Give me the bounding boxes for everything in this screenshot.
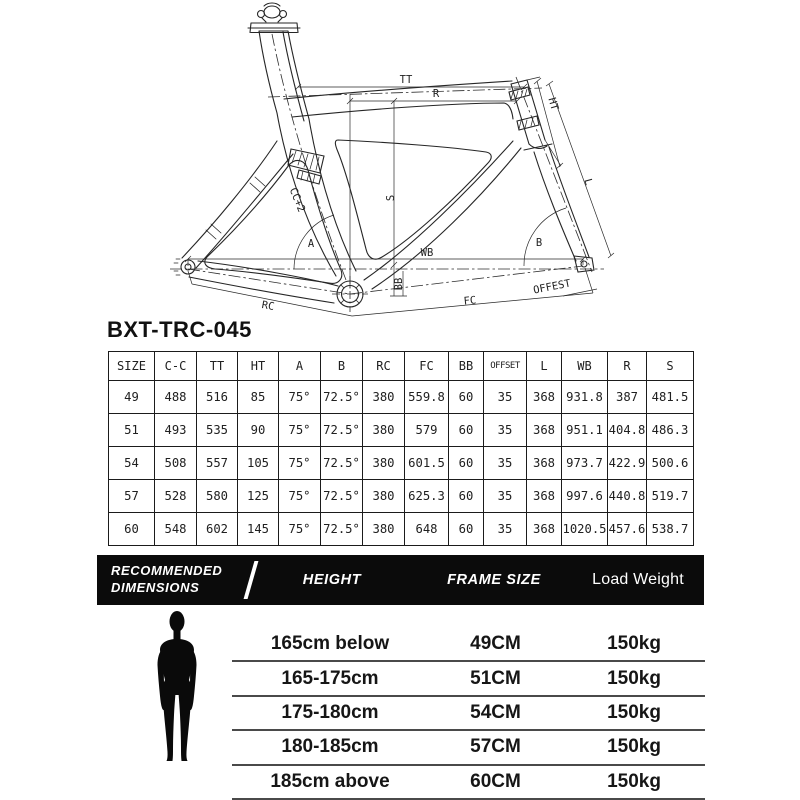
slash-divider <box>244 561 259 599</box>
recommendation-frame: 60CM <box>470 770 521 792</box>
column-header-height: HEIGHT <box>302 572 362 588</box>
spec-cell: 35 <box>484 513 527 546</box>
spec-cell: 72.5° <box>321 381 363 414</box>
recommendation-height: 175-180cm <box>281 701 379 723</box>
spec-header-cell: SIZE <box>109 352 155 381</box>
spec-header-cell: OFFSET <box>484 352 527 381</box>
spec-cell: 625.3 <box>405 480 449 513</box>
spec-cell: 60 <box>449 513 484 546</box>
band-title-line1: RECOMMENDED <box>111 563 223 578</box>
spec-cell: 125 <box>238 480 279 513</box>
frame-geometry-diagram <box>0 0 800 352</box>
label-s: S <box>385 194 397 202</box>
spec-header-cell: C-C <box>155 352 197 381</box>
recommendation-height: 185cm above <box>270 770 390 792</box>
column-header-frame-size: FRAME SIZE <box>447 572 541 588</box>
spec-cell: 72.5° <box>321 480 363 513</box>
spec-header-cell: TT <box>197 352 238 381</box>
recommendation-load: 150kg <box>607 736 661 758</box>
spec-cell: 75° <box>279 414 321 447</box>
recommendation-frame: 49CM <box>470 633 521 655</box>
label-offset: OFFEST <box>532 277 572 297</box>
label-r: R <box>432 88 440 100</box>
spec-header-cell: L <box>527 352 562 381</box>
spec-cell: 1020.5 <box>562 513 608 546</box>
spec-cell: 508 <box>155 447 197 480</box>
recommendation-height: 165cm below <box>270 633 390 655</box>
band-title-line2: DIMENSIONS <box>111 580 200 595</box>
label-angle-b: B <box>535 237 543 249</box>
spec-cell: 57 <box>109 480 155 513</box>
spec-cell: 60 <box>109 513 155 546</box>
spec-cell: 75° <box>279 447 321 480</box>
recommended-band <box>97 555 704 605</box>
recommendation-load: 150kg <box>607 770 661 792</box>
spec-cell: 35 <box>484 414 527 447</box>
spec-cell: 422.9 <box>608 447 647 480</box>
spec-cell: 601.5 <box>405 447 449 480</box>
spec-cell: 380 <box>363 480 405 513</box>
spec-cell: 75° <box>279 381 321 414</box>
spec-cell: 457.6 <box>608 513 647 546</box>
spec-cell: 516 <box>197 381 238 414</box>
recommendation-load: 150kg <box>607 633 661 655</box>
spec-cell: 493 <box>155 414 197 447</box>
recommendation-list <box>232 628 705 800</box>
recommendation-frame: 57CM <box>470 736 521 758</box>
spec-cell: 580 <box>197 480 238 513</box>
label-bb: BB <box>393 277 405 291</box>
spec-cell: 486.3 <box>647 414 694 447</box>
spec-cell: 500.6 <box>647 447 694 480</box>
spec-cell: 602 <box>197 513 238 546</box>
spec-cell: 559.8 <box>405 381 449 414</box>
spec-cell: 75° <box>279 513 321 546</box>
spec-header-cell: RC <box>363 352 405 381</box>
spec-header-cell: R <box>608 352 647 381</box>
spec-header-cell: B <box>321 352 363 381</box>
recommendation-height: 165-175cm <box>281 667 379 689</box>
spec-cell: 90 <box>238 414 279 447</box>
spec-cell: 54 <box>109 447 155 480</box>
spec-cell: 72.5° <box>321 414 363 447</box>
spec-cell: 60 <box>449 447 484 480</box>
spec-cell: 528 <box>155 480 197 513</box>
spec-table-row <box>109 381 694 414</box>
label-angle-a: A <box>307 238 315 250</box>
spec-cell: 368 <box>527 414 562 447</box>
spec-table-row <box>109 447 694 480</box>
spec-cell: 931.8 <box>562 381 608 414</box>
spec-cell: 380 <box>363 447 405 480</box>
spec-cell: 368 <box>527 447 562 480</box>
spec-cell: 997.6 <box>562 480 608 513</box>
spec-cell: 404.8 <box>608 414 647 447</box>
spec-cell: 488 <box>155 381 197 414</box>
column-header-load-weight: Load Weight <box>592 571 684 588</box>
recommendation-row <box>232 662 705 696</box>
spec-header-cell: FC <box>405 352 449 381</box>
recommendation-row <box>232 731 705 765</box>
spec-cell: 35 <box>484 447 527 480</box>
spec-cell: 51 <box>109 414 155 447</box>
label-wb: WB <box>420 247 434 259</box>
spec-cell: 648 <box>405 513 449 546</box>
label-cc: CC+2 <box>286 186 308 214</box>
spec-cell: 387 <box>608 381 647 414</box>
recommendation-frame: 51CM <box>470 667 521 689</box>
label-rc: RC <box>260 298 276 314</box>
spec-cell: 60 <box>449 381 484 414</box>
model-title: BXT-TRC-045 <box>107 317 252 342</box>
spec-cell: 973.7 <box>562 447 608 480</box>
spec-header-cell: S <box>647 352 694 381</box>
spec-cell: 380 <box>363 381 405 414</box>
recommendation-load: 150kg <box>607 667 661 689</box>
spec-cell: 60 <box>449 480 484 513</box>
spec-cell: 519.7 <box>647 480 694 513</box>
recommendation-row <box>232 697 705 731</box>
spec-cell: 548 <box>155 513 197 546</box>
spec-cell: 368 <box>527 513 562 546</box>
label-fc: FC <box>463 294 477 308</box>
spec-cell: 535 <box>197 414 238 447</box>
spec-table-header-row <box>109 352 694 381</box>
spec-cell: 145 <box>238 513 279 546</box>
spec-cell: 368 <box>527 480 562 513</box>
frame-outline <box>174 3 594 307</box>
spec-cell: 538.7 <box>647 513 694 546</box>
recommendation-frame: 54CM <box>470 701 521 723</box>
label-tt: TT <box>399 74 413 86</box>
spec-cell: 35 <box>484 381 527 414</box>
spec-table <box>108 351 694 546</box>
recommendation-row <box>232 628 705 662</box>
spec-cell: 579 <box>405 414 449 447</box>
spec-table-row <box>109 414 694 447</box>
spec-cell: 85 <box>238 381 279 414</box>
spec-cell: 380 <box>363 414 405 447</box>
recommendation-load: 150kg <box>607 701 661 723</box>
spec-cell: 481.5 <box>647 381 694 414</box>
spec-table-row <box>109 480 694 513</box>
label-l: L <box>581 177 595 187</box>
human-silhouette <box>145 608 209 768</box>
spec-header-cell: HT <box>238 352 279 381</box>
spec-cell: 368 <box>527 381 562 414</box>
spec-cell: 557 <box>197 447 238 480</box>
spec-cell: 72.5° <box>321 447 363 480</box>
spec-header-cell: A <box>279 352 321 381</box>
label-ht: HT <box>545 96 561 112</box>
spec-cell: 60 <box>449 414 484 447</box>
spec-table-row <box>109 513 694 546</box>
spec-cell: 75° <box>279 480 321 513</box>
spec-cell: 35 <box>484 480 527 513</box>
spec-header-cell: WB <box>562 352 608 381</box>
spec-cell: 440.8 <box>608 480 647 513</box>
spec-cell: 380 <box>363 513 405 546</box>
spec-cell: 72.5° <box>321 513 363 546</box>
recommendation-height: 180-185cm <box>281 736 379 758</box>
recommendation-row <box>232 766 705 800</box>
spec-cell: 951.1 <box>562 414 608 447</box>
spec-cell: 49 <box>109 381 155 414</box>
spec-cell: 105 <box>238 447 279 480</box>
recommended-band-title <box>111 562 222 596</box>
spec-header-cell: BB <box>449 352 484 381</box>
